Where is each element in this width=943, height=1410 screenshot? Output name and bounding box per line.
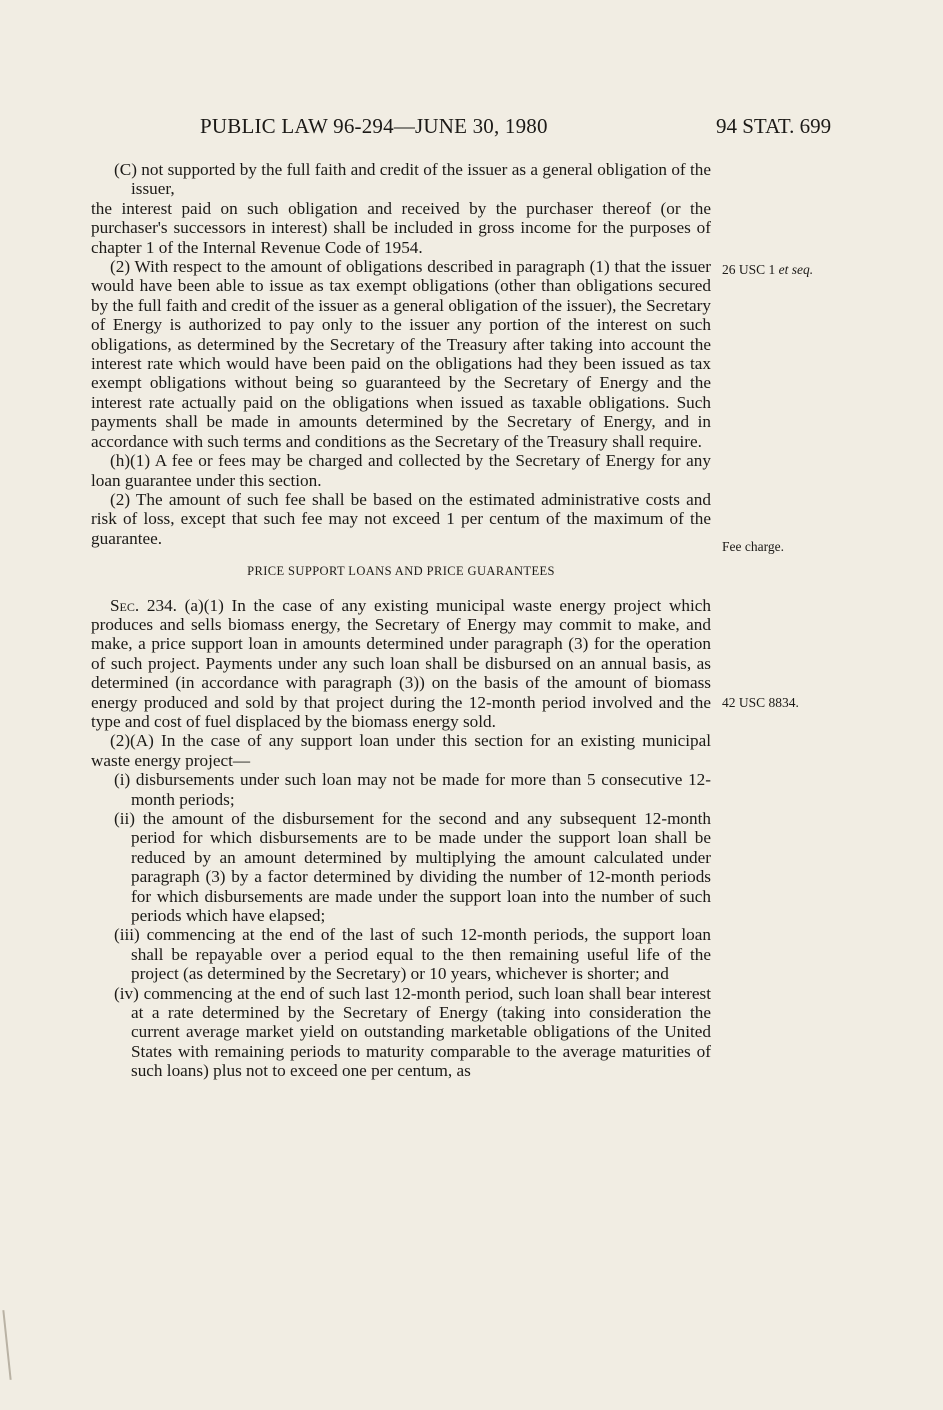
paragraph-i: (i) disbursements under such loan may not be made for more than 5 consecutive 12-month periods; <box>114 770 711 809</box>
paragraph-ii: (ii) the amount of the disbursement for the second and any subsequent 12-month period for which disbursements are to be made under the support loan shall be reduced by an amount determined by multiplying the amount calculated under paragraph (3) by a factor determined by dividing the number of 12-month periods for which disbursements are made under the support loan into the number of such periods which have elapsed; <box>114 809 711 926</box>
margin-note-usc-1-italic: et seq. <box>778 262 814 277</box>
sec-234-text: . 234. (a)(1) In the case of any existing municipal waste energy project which produces and sells biomass energy, the Secretary of Energy may commit to make, and make, a price support loan in amounts determined under paragraph (3) for the operation of such project. Payments under any such loan shall be disbursed on an annual basis, as determined (in accordance with paragraph (3)) on the basis of the amount of biomass energy produced and sold by that project during the 12-month period involved and the type and cost of fuel displaced by the biomass energy sold. <box>91 595 711 731</box>
margin-note-usc-8834: 42 USC 8834. <box>722 695 799 710</box>
paragraph-2a: (2)(A) In the case of any support loan under this section for an existing municipal waste energy project— <box>91 731 711 770</box>
margin-note-usc-1 <box>722 262 813 278</box>
paragraph-iv: (iv) commencing at the end of such last 12-month period, such loan shall bear interest at a rate determined by the Secretary of Energy (taking into consideration the current average market yield on outstanding marketable obligations of the United States with remaining periods to maturity comparable to the average maturities of such loans) plus not to exceed one per centum, as <box>114 983 711 1081</box>
main-text <box>91 160 711 1081</box>
page-header-stat: 94 STAT. 699 <box>716 114 832 138</box>
margin-note-fee-charge: Fee charge. <box>722 539 784 554</box>
paragraph-c: (C) not supported by the full faith and credit of the issuer as a general obligation of the issuer, <box>114 160 711 199</box>
margin-note-usc-1-text: 26 USC 1 <box>722 262 779 277</box>
paragraph-h2: (2) The amount of such fee shall be based on the estimated administrative costs and risk of loss, except that such fee may not exceed 1 per centum of the maximum of the guarantee. <box>91 489 711 548</box>
paragraph-continuation: the interest paid on such obligation and received by the purchaser thereof (or the purchaser's successors in interest) shall be included in gross income for the purposes of chapter 1 of the Internal Revenue Code of 1954. <box>91 198 711 257</box>
page-header-title: PUBLIC LAW 96-294—JUNE 30, 1980 <box>200 114 548 138</box>
paragraph-sec-234 <box>91 596 711 732</box>
paragraph-iii: (iii) commencing at the end of the last of such 12-month periods, the support loan shall be repayable over a period equal to the then remaining useful life of the project (as determined by the Secretary) or 10 years, whichever is shorter; and <box>114 925 711 984</box>
paragraph-2: (2) With respect to the amount of obligations described in paragraph (1) that the issuer would have been able to issue as tax exempt obligations (other than obligations secured by the full faith and credit of the issuer as a general obligation of the issuer), the Secretary of Energy is authorized to pay only to the issuer any portion of the interest on such obligations, as determined by the Secretary of the Treasury after taking into account the interest rate which would have been paid on the obligations had they been issued as tax exempt obligations without being so guaranteed by the Secretary of Energy and the interest rate actually paid on the obligations when issued as taxable obligations. Such payments shall be made in amounts determined by the Secretary of Energy, and in accordance with such terms and conditions as the Secretary of the Treasury shall require. <box>91 257 711 451</box>
paragraph-h1: (h)(1) A fee or fees may be charged and collected by the Secretary of Energy for any loan guarantee under this section. <box>91 451 711 490</box>
page-edge-mark <box>2 1310 11 1380</box>
section-heading: PRICE SUPPORT LOANS AND PRICE GUARANTEES <box>247 564 555 579</box>
sec-label: Sec <box>110 595 135 615</box>
